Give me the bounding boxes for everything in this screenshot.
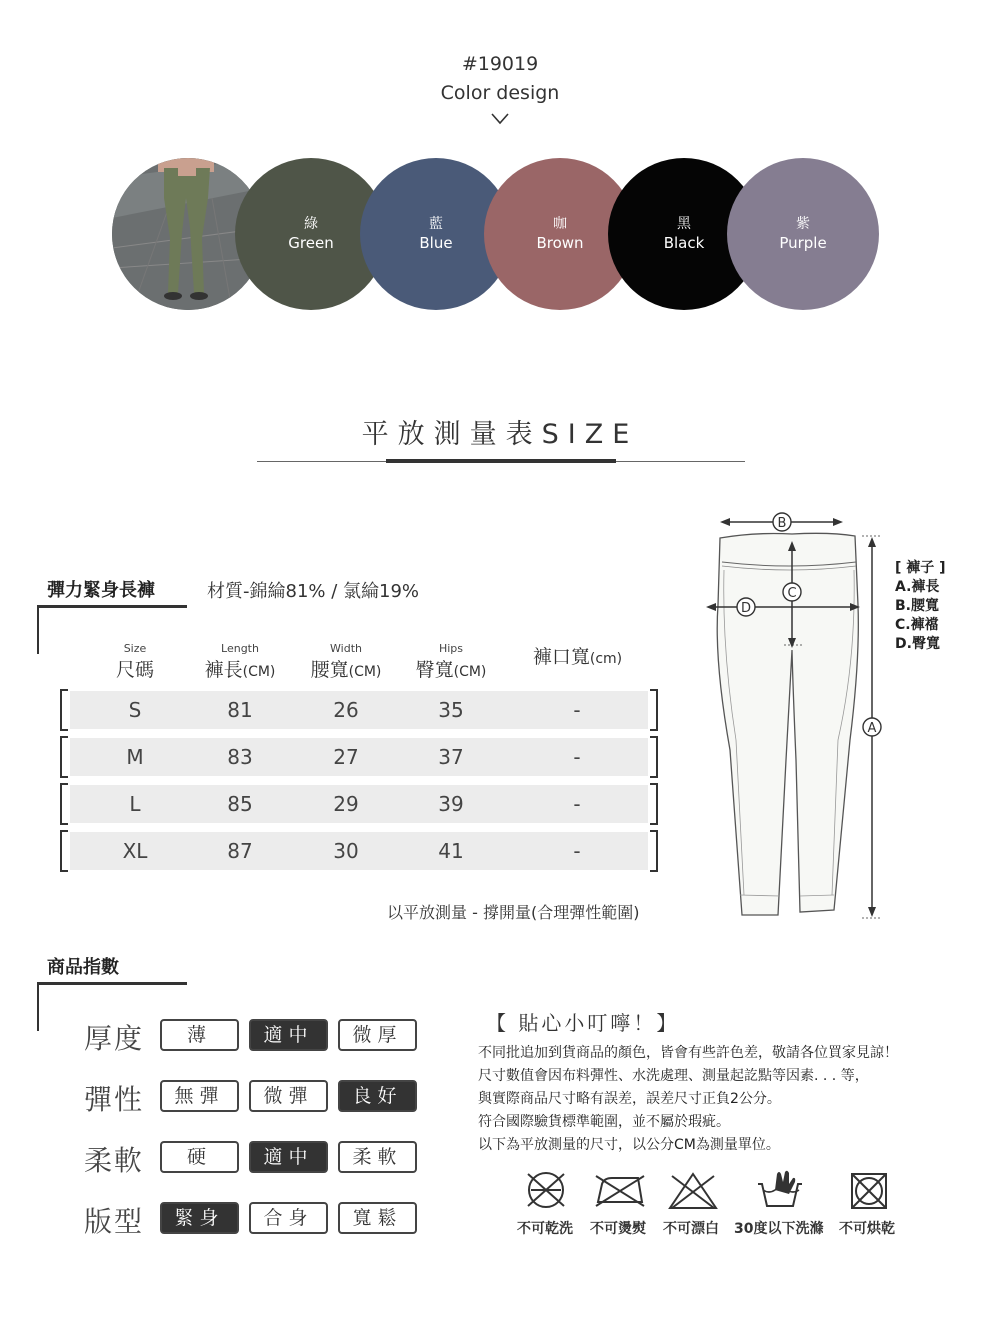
product-name: 彈力緊身長褲 (47, 580, 155, 601)
marker-b (773, 513, 791, 531)
measurement-note: 以平放測量 - 撐開量(合理彈性範圍) (387, 903, 640, 922)
color-name-zh: 咖 (553, 216, 567, 232)
option-good-stretch-selected: 良好 (338, 1080, 417, 1112)
color-name-zh: 黑 (677, 216, 691, 232)
section-bracket (37, 605, 39, 654)
color-name-zh: 紫 (796, 216, 810, 232)
product-index-title: 商品指數 (47, 957, 119, 978)
hand-wash-30-icon (755, 1168, 805, 1212)
section-bracket (37, 982, 39, 1031)
svg-text:C: C (787, 586, 797, 601)
reminder-body: 不同批追加到貨商品的顏色，皆會有些許色差，敬請各位買家見諒！ 尺寸數值會因布料彈性、水洗處理、測量起訖點等因素. . . 等， 與實際商品尺寸略有誤差，誤差尺寸正負2公分。 符合國際驗貨標準範圍，並不屬於瑕疵。 以下為平放測量的尺寸，以公分CM為測量單位。 (478, 1045, 898, 1153)
color-name-zh: 綠 (304, 216, 318, 232)
option-tight-selected: 緊身 (160, 1202, 239, 1234)
header-size: Size 尺碼 (115, 642, 154, 681)
option-thin: 薄 (160, 1019, 239, 1051)
care-label-no-bleach: 不可漂白 (663, 1221, 719, 1237)
color-name-en: Brown (536, 234, 584, 252)
reminder-title: 【 貼心小叮嚀！】 (486, 1011, 680, 1035)
table-row: XL 87 30 41 - (60, 832, 658, 870)
no-iron-icon (592, 1172, 648, 1210)
no-bleach-icon (666, 1170, 720, 1212)
table-row: L 85 29 39 - (60, 785, 658, 823)
care-label-no-dry-clean: 不可乾洗 (517, 1221, 573, 1237)
care-label-no-tumble-dry: 不可烘乾 (839, 1221, 895, 1237)
table-row: S 81 26 35 - (60, 691, 658, 729)
leggings-diagram (700, 510, 890, 925)
option-hard: 硬 (160, 1141, 239, 1173)
care-label-no-iron: 不可燙熨 (590, 1221, 646, 1237)
option-regular: 合身 (249, 1202, 328, 1234)
color-name-en: Black (663, 234, 705, 252)
marker-a (863, 718, 881, 736)
color-swatch-purple[interactable] (727, 158, 879, 310)
header-hem: 褲口寬(cm) (532, 646, 623, 668)
option-loose: 寬鬆 (338, 1202, 417, 1234)
color-name-zh: 藍 (429, 216, 443, 232)
option-medium-selected: 適中 (249, 1019, 328, 1051)
section-underline (37, 982, 187, 985)
marker-c (783, 583, 801, 601)
no-dry-clean-icon (523, 1170, 569, 1210)
option-medium-selected: 適中 (249, 1141, 328, 1173)
svg-text:A: A (867, 721, 877, 736)
color-design-heading: Color design (440, 82, 560, 104)
option-soft: 柔軟 (338, 1141, 417, 1173)
color-name-en: Purple (779, 234, 827, 252)
title-underline (386, 459, 616, 463)
svg-text:B: B (777, 516, 787, 531)
property-fit: 版型 (84, 1205, 145, 1238)
header-length: Length 褲長(CM) (204, 642, 276, 681)
size-table-title: 平放測量表SIZE (361, 419, 639, 450)
property-elasticity: 彈性 (84, 1083, 145, 1116)
property-softness: 柔軟 (84, 1144, 145, 1177)
header-hips: Hips 臀寬(CM) (415, 642, 487, 681)
property-thickness: 厚度 (84, 1022, 145, 1055)
material-info: 材質-錦綸81% / 氯綸19% (207, 581, 420, 602)
marker-d (737, 598, 755, 616)
option-slight-stretch: 微彈 (249, 1080, 328, 1112)
color-name-en: Blue (419, 234, 453, 252)
header-width: Width 腰寬(CM) (310, 642, 382, 681)
option-no-stretch: 無彈 (160, 1080, 239, 1112)
color-name-en: Green (288, 234, 334, 252)
svg-text:D: D (740, 601, 752, 616)
no-tumble-dry-icon (850, 1172, 888, 1212)
section-underline (37, 605, 187, 608)
measurement-legend: [ 褲子 ] A.褲長 B.腰寬 C.褲襠 D.臀寬 (895, 560, 946, 652)
care-label-hand-wash: 30度以下洗滌 (734, 1221, 824, 1237)
table-row: M 83 27 37 - (60, 738, 658, 776)
chevron-down-icon (490, 112, 510, 126)
option-thick: 微厚 (338, 1019, 417, 1051)
product-code: #19019 (461, 53, 539, 75)
